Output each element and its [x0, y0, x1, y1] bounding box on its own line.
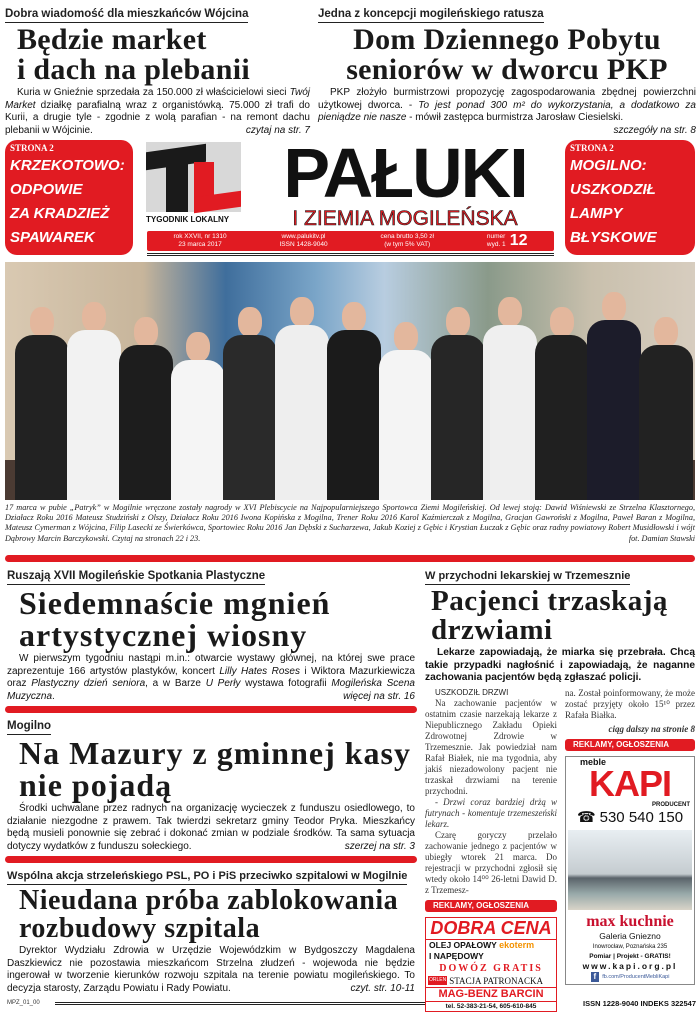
page-ref: STRONA 2 [10, 143, 54, 153]
person-figure [15, 307, 69, 500]
lead: W pierwszym tygodniu nastąpi m.in.: otwarcie wystawy głównej, na której swe prace zaprezentuje 166 artystów plastyków, koncert Lilly Hates Roses i Wiktora Mazurkiewicza oraz Plastyczny dzień seniora, a w Barze U Perły wystawa fotografii Mogileńska Scena Muzyczna. więcej na str. 16 [7, 653, 415, 702]
person-figure [639, 317, 693, 500]
top-left-article[interactable] [5, 4, 310, 137]
kicker: Mogilno [7, 719, 51, 735]
kicker: W przychodni lekarskiej w Trzemesznie [425, 569, 630, 585]
headline: Będzie market i dach na plebanii [17, 23, 250, 86]
photo-credit: fot. Damian Stawski [628, 533, 695, 543]
headline: Siedemnaście mgnień artystycznej wiosny [19, 585, 331, 653]
article-szpital[interactable] [7, 866, 415, 995]
ads-label: REKLAMY, OGŁOSZENIA [425, 900, 557, 912]
lead: Dyrektor Wydziału Zdrowia w Urzędzie Wojewódzkim w Bydgoszczy Magdalena Daszkiewicz nie pozostawia mieszkańcom Strzelna złudzeń - wojewoda nie będzie ingerował w tworzenie kierunków rozwoju szpitala na terenie powiatu mogileńskiego. To decyzja starosty, Zarządu Powiatu i Rady Powiatu. czyt. str. 10-11 [7, 945, 415, 994]
kicker: Wspólna akcja strzeleńskiego PSL, PO i PiS przeciwko szpitalowi w Mogilnie [7, 869, 407, 885]
person-figure [483, 297, 537, 500]
divider [5, 706, 417, 713]
person-figure [223, 307, 277, 500]
lead: Lekarze zapowiadają, że miarka się przebrała. Chcą takie przypadki nagłośnić i zapowiadają, że naganne zachowania pacjentów będą zgłaszać policji. [425, 647, 695, 683]
logo-subtitle: TYGODNIK LOKALNY [146, 215, 230, 224]
article-mazury[interactable] [7, 716, 415, 853]
teaser-text: KRZEKOTOWO: ODPOWIE ZA KRADZIEŻ SPAWAREK [10, 157, 125, 246]
kicker: Dobra wiadomość dla mieszkańców Wójcina [5, 7, 248, 23]
page-ref: STRONA 2 [570, 143, 614, 153]
article-body-col2: na. Został poinformowany, że może zostać przyjęty około 15¹⁰ przez Rafała Białka. ciąg dalszy na stronie 8 [565, 687, 695, 734]
headline: Na Mazury z gminnej kasy nie pojadą [19, 735, 411, 803]
headline: Pacjenci trzaskają drzwiami [431, 585, 668, 646]
ad-kapi[interactable]: meble KAPI PRODUCENT ☎ 530 540 150 max kuchnie Galeria Gniezno Inowrocław, Poznańska 235 Pomiar | Projekt - GRATIS! www.kapi.org.pl f fb.com/ProducentMebliKapi [565, 756, 695, 985]
article-spotkania[interactable] [7, 566, 415, 703]
award-photo [5, 262, 695, 500]
article-pacjenci[interactable] [425, 566, 695, 685]
person-figure [379, 322, 433, 500]
person-figure [275, 297, 329, 500]
photo-caption: 17 marca w pubie „Patryk” w Mogilnie wręczone zostały nagrody w XVI Plebiscycie na Najpopularniejszego Sportowca Ziemi Mogileńskiej. Od lewej stoją: Dawid Wiśniewski ze Strzelna Klasztornego, Działacz Roku 2016 Mateusz Studziński z Olszy, Działacz Roku 2016 Iwona Kopińska z Mogilna, Trener Roku 2016 Karol Kaźmierczak z Mogilna, Gracjan Gawroński z Mogilna, Paweł Baran z Mogilna, Mateusz Cymerman z Wójcina, Filip Lasecki ze Świerkówca, Sportowiec Roku 2016 Jan Dębski z Sucharzewa, Jakub Koziej z Gębic i Krystian Łuczak z Gębic oraz radny powiatowy Robert Musidłowski i wójt Dąbrowy Marcin Barczykowski. Czytaj na stronach 22 i 23. fot. Damian Stawski [5, 503, 695, 543]
person-figure [431, 307, 485, 500]
masthead-title: PAŁUKI [283, 134, 527, 212]
ad-dobra-cena[interactable]: DOBRA CENA OLEJ OPAŁOWY ekoterm I NAPĘDOWY DOWÓZ GRATIS ORLEN STACJA PATRONACKA MAG-BENZ BARCIN tel. 52-383-21-54, 605-610-845 [425, 917, 557, 1012]
person-figure [67, 302, 121, 500]
person-figure [535, 307, 589, 500]
left-column [7, 566, 415, 995]
ads-label: REKLAMY, OGŁOSZENIA [565, 739, 695, 751]
tl-logo [146, 142, 241, 226]
page-code: MPZ_01_00 [7, 1000, 40, 1006]
person-figure [171, 332, 225, 500]
person-figure [587, 292, 641, 500]
issn-index: ISSN 1228-9040 INDEKS 322547 [583, 999, 696, 1008]
right-column [425, 566, 695, 1012]
facebook-icon: f [591, 972, 600, 982]
teaser-box-krzekotowo[interactable] [5, 140, 133, 255]
divider [5, 856, 417, 863]
top-right-article[interactable] [318, 4, 696, 137]
divider [5, 555, 695, 562]
masthead-subtitle: I ZIEMIA MOGILEŃSKA [292, 207, 518, 230]
phone-icon: ☎ [576, 808, 596, 826]
issue-number: 12 [509, 232, 528, 249]
issue-info-bar: rok XXVII, nr 1310 23 marca 2017 www.palukitv.pl ISSN 1428-9040 cena brutto 3,50 zł (w tym 5% VAT) numer wyd. 1 12 [147, 231, 554, 251]
person-figure [119, 317, 173, 500]
teaser-text: MOGILNO: USZKODZIŁ LAMPY BŁYSKOWE [570, 157, 657, 246]
kitchen-photo [568, 830, 692, 910]
article-body-col1: USZKODZIŁ DRZWI Na zachowanie pacjentów w ostatnim czasie narzekają lekarze z Niepublicznego Zakładu Opieki Zdrowotnej Zdrowie w Trzemesznie. Jak powiedział nam Rafał Białek, nie ma tygodnia, aby jakiś niezadowolony pacjent nie trzaskał drzwiami na terenie przychodni. - Drzwi coraz bardziej drżą w futrynach - komentuje trzemeszeński lekarz. Czarę goryczy przelało zachowanie jednego z pacjentów w ubiegły wtorek 21 marca. Do rejestracji w przychodni zgłosił się wtedy około 14⁰⁰ 26-letni Dawid D. z Trzemesz- [425, 687, 557, 895]
kicker: Jedna z koncepcji mogileńskiego ratusza [318, 7, 544, 23]
lead: Środki uchwalane przez radnych na organizację wycieczek z funduszu osiedlowego, to działanie niezgodne z prawem. Tak twierdzi sekretarz gminy Teodor Pryka. Mieszkańcy będą musieli ponownie się zebrać i dokonać zmian w podziale środków. Ta sama sytuacja dotyczy wydatków z funduszu sołeckiego. szerzej na str. 3 [7, 803, 415, 852]
lead: PKP złożyło burmistrzowi propozycję zagospodarowania zbędnej powierzchni użytkowej dworca. - To jest ponad 300 m² do wykorzystania, a dodatkowo za pieniądze nie nasze - mówił zastępca burmistrza Jarosław Ciesielski. szczegóły na str. 8 [318, 87, 696, 136]
headline: Nieudana próba zablokowania rozbudowy szpitala [19, 885, 399, 944]
kicker: Ruszają XVII Mogileńskie Spotkania Plastyczne [7, 569, 265, 585]
headline: Dom Dziennego Pobytu seniorów w dworcu PKP [346, 23, 668, 86]
person-figure [327, 302, 381, 500]
teaser-box-mogilno[interactable] [565, 140, 695, 255]
lead: Kuria w Gnieźnie sprzedała za 150.000 zł właścicielowi sieci Twój Market działkę parafialną wraz z organistówką. 75.000 zł trafi do Kurii, a drugie tyle - zgodnie z wolą parafian - na remont dachu plebanii w Wójcinie. czytaj na str. 7 [5, 87, 310, 136]
